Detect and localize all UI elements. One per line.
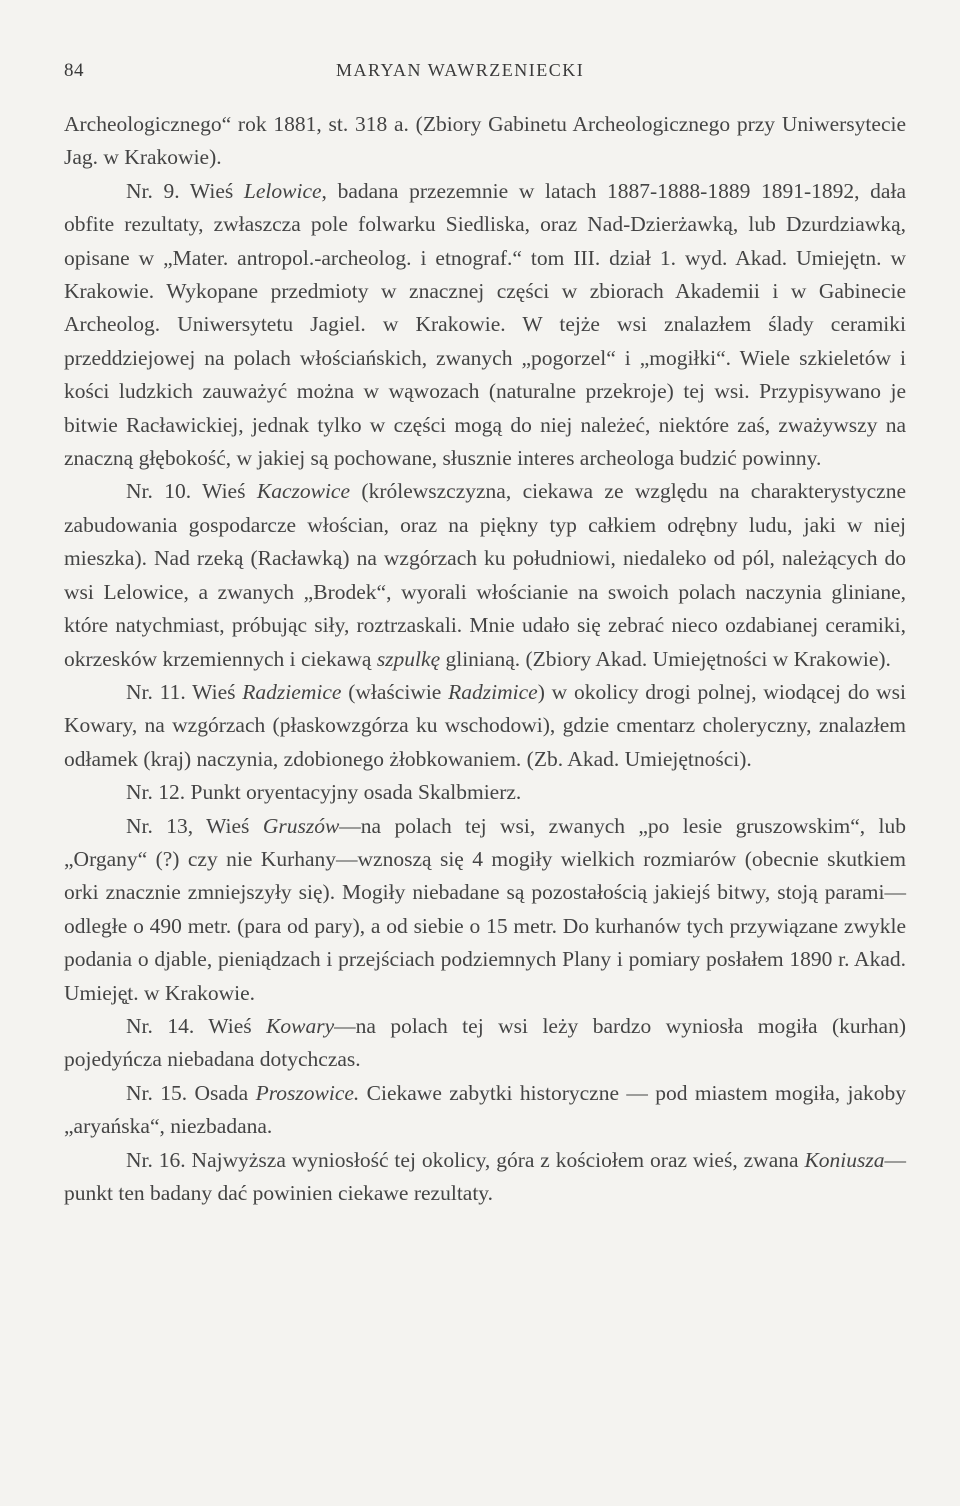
paragraph bbox=[64, 108, 906, 175]
text-run: Nr. 9. Wieś bbox=[126, 178, 244, 203]
place-name: Radzimice bbox=[448, 679, 538, 704]
place-name: Koniusza bbox=[804, 1147, 885, 1172]
place-name: szpulkę bbox=[376, 646, 441, 671]
body-text bbox=[64, 108, 906, 1210]
page-header bbox=[64, 60, 906, 100]
place-name: Kowary bbox=[266, 1013, 335, 1038]
text-run: glinianą. (Zbiory Akad. Umiejętności w Krakowie). bbox=[440, 646, 891, 671]
paragraph bbox=[64, 475, 906, 675]
text-run: (właściwie bbox=[341, 679, 449, 704]
paragraph bbox=[64, 1144, 906, 1211]
running-head: MARYAN WAWRZENIECKI bbox=[336, 60, 585, 80]
place-name: Proszowice. bbox=[255, 1080, 360, 1105]
place-name: Lelowice bbox=[243, 178, 322, 203]
text-run: Nr. 12. Punkt oryentacyjny osada Skalbmierz. bbox=[126, 780, 522, 805]
paragraph bbox=[64, 1010, 906, 1077]
text-run: —na polach tej wsi leży bardzo wyniosła mogiła (kurhan) pojedyńcza niebadana dotychczas. bbox=[64, 1013, 906, 1072]
text-run: Nr. 10. Wieś bbox=[126, 479, 257, 504]
text-run: —punkt ten badany dać powinien ciekawe rezultaty. bbox=[64, 1147, 906, 1205]
text-run: —na polach tej wsi, zwanych „po lesie gruszowskim“, lub „Organy“ (?) czy nie Kurhany—wznoszą się 4 mogiły wielkich rozmiarów (obecnie skutkiem orki znacznie zmniejszyły się). Mogiły niebadane są pozostałością jakiejś bitwy, stoją parami—odległe o 490 metr. (para od pary), a od siebie o 15 metr. Do kurhanów tych przywiązane zwykle podania o djable, pieniądzach i przejściach podziemnych Plany i pomiary posłałem 1890 r. Akad. Umieję̨t. w Krakowie. bbox=[64, 813, 907, 1005]
paragraph bbox=[64, 1077, 906, 1144]
text-run: Nr. 13, Wieś bbox=[126, 813, 263, 838]
paragraph bbox=[64, 776, 906, 809]
page-number: 84 bbox=[64, 60, 84, 81]
place-name: Gruszów bbox=[262, 813, 340, 838]
text-run: Archeologicznego“ rok 1881, st. 318 a. (Zbiory Gabinetu Archeologicznego przy Uniwersytecie Jag. w Krakowie). bbox=[64, 112, 906, 170]
paragraph bbox=[64, 676, 906, 776]
text-run: (królewszczyzna, ciekawa ze względu na charakterystyczne zabudowania gospodarcze włościan, oraz na piękny typ całkiem odrębny ludu, jaki w niej mieszka). Nad rzeką (Racławką) na wzgórzach ku południowi, niedaleko od pól, należących do wsi Lelowice, a zwanych „Brodek“, wyorali włościanie na swoich polach naczynia gliniane, które natychmiast, próbując siły, roztrzaskali. Mnie udało się zebrać nieco ozdabianej ceramiki, okrzesków krzemiennych i ciekawą bbox=[64, 479, 906, 671]
place-name: Kaczowice bbox=[256, 479, 351, 504]
text-run: Nr. 11. Wieś bbox=[126, 679, 243, 704]
paragraph bbox=[64, 810, 906, 1010]
paragraph bbox=[64, 175, 906, 476]
text-run: Ciekawe zabytki historyczne — pod miastem mogiła, jakoby „aryańska“, niezbadana. bbox=[64, 1080, 906, 1139]
place-name: Radziemice bbox=[242, 679, 342, 704]
text-run: ) w okolicy drogi polnej, wiodącej do wsi Kowary, na wzgórzach (płaskowzgórza ku wschodowi), gdzie cmentarz choleryczny, znalazłem odłamek (kraj) naczynia, zdobionego żłobkowaniem. (Zb. Akad. Umiejętności). bbox=[64, 679, 906, 771]
text-run: Nr. 15. Osada bbox=[126, 1080, 256, 1105]
text-run: Nr. 16. Najwyższa wyniosłość tej okolicy, góra z kościołem oraz wieś, zwana bbox=[126, 1147, 805, 1172]
text-run: Nr. 14. Wieś bbox=[126, 1013, 267, 1038]
text-run: , badana przezemnie w latach 1887-1888-1889 1891-1892, dała obfite rezultaty, zwłaszcza pole folwarku Siedliska, oraz Nad-Dzierżawką, lub Dzurdziawką, opisane w „Mater. antropol.-archeolog. i etnograf.“ tom III. dział 1. wyd. Akad. Umiejętn. w Krakowie. Wykopane przedmioty w znacznej części w zbiorach Akademii i w Gabinecie Archeolog. Uniwersytetu Jagiel. w Krakowie. W tejże wsi znalazłem ślady ceramiki przeddziejowej na polach włościańskich, zwanych „pogorzel“ i „mogiłki“. Wiele szkieletów i kości ludzkich zauważyć można w wąwozach (naturalne przekroje) tej wsi. Przypisywano je bitwie Racławickiej, jednak tylko w części mogą do niej należeć, niektóre zaś, zważywszy na znaczną głębokość, w jakiej są pochowane, słusznie interes archeologa budzić powinny. bbox=[64, 178, 906, 471]
